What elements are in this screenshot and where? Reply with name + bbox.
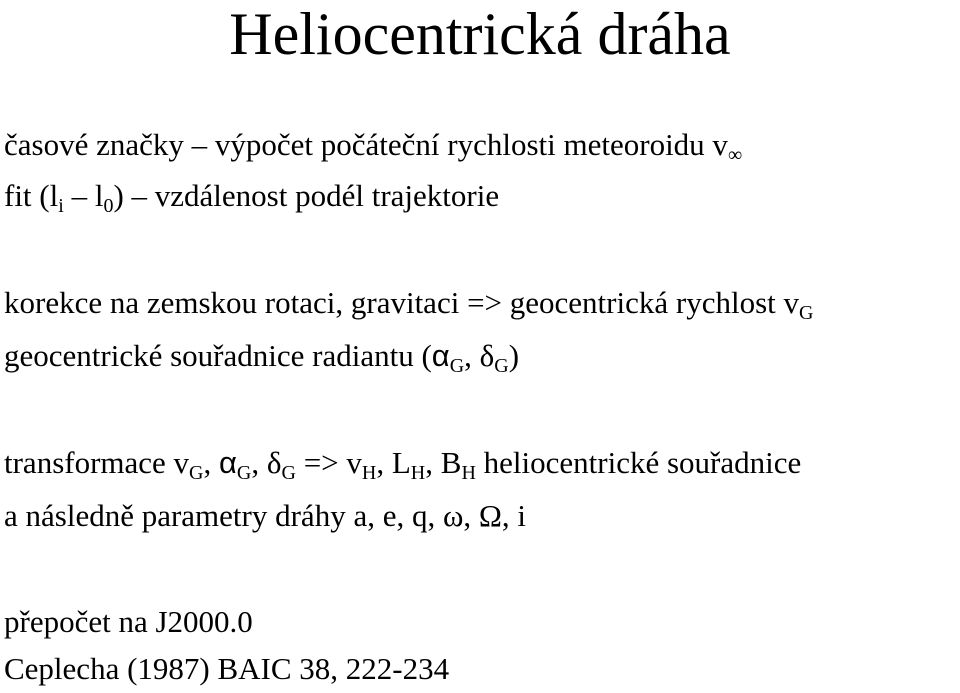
- line-j2000: přepočet na J2000.0: [4, 604, 253, 639]
- alpha-symbol-2: α: [219, 445, 237, 480]
- alpha-symbol: α: [431, 338, 450, 373]
- line-radiant-b: , δ: [464, 338, 495, 373]
- line-radiant-c: ): [508, 338, 520, 373]
- line-transform-a: transformace v: [4, 445, 190, 480]
- sub-g-alpha: G: [449, 355, 465, 377]
- sub-g-alpha-2: G: [236, 462, 252, 484]
- line-fit-c: ) – vzdálenost podél trajektorie: [113, 178, 500, 213]
- sub-h-v: H: [361, 462, 377, 484]
- page-title: Heliocentrická dráha: [229, 1, 731, 67]
- line-reference: Ceplecha (1987) BAIC 38, 222-234: [4, 651, 450, 686]
- line-transform-c: , δ: [251, 445, 282, 480]
- sub-g-delta: G: [494, 355, 509, 377]
- sub-h-l: H: [410, 462, 426, 484]
- line-correction-text: korekce na zemskou rotaci, gravitaci => geocentrická rychlost v: [4, 285, 799, 320]
- line-time-marks: [4, 127, 743, 166]
- line-transform-e: , L: [376, 445, 411, 480]
- line-parameters: a následně parametry dráhy a, e, q, ω, Ω, i: [4, 498, 527, 533]
- infinity-subscript: ∞: [727, 144, 743, 166]
- sub-g-v: G: [189, 462, 204, 484]
- line-transform-d: => v: [295, 445, 362, 480]
- sub-g: G: [799, 302, 814, 324]
- sub-h-b: H: [461, 462, 476, 484]
- line-transform-f: , B: [425, 445, 462, 480]
- line-fit-b: – l: [63, 178, 104, 213]
- line-transform-g: heliocentrické souřadnice: [475, 445, 802, 480]
- line-transform: [4, 445, 802, 484]
- line-correction: [4, 285, 814, 324]
- line-fit: [4, 178, 500, 217]
- sub-g-delta-2: G: [281, 462, 296, 484]
- sub-i: i: [58, 195, 64, 217]
- line-radiant: [4, 338, 520, 377]
- line-fit-a: fit (l: [4, 178, 59, 213]
- line-transform-b: ,: [203, 445, 219, 480]
- line-time-marks-text: časové značky – výpočet počáteční rychlosti meteoroidu v: [4, 127, 728, 162]
- line-radiant-a: geocentrické souřadnice radiantu (: [4, 338, 432, 373]
- sub-0: 0: [103, 195, 114, 217]
